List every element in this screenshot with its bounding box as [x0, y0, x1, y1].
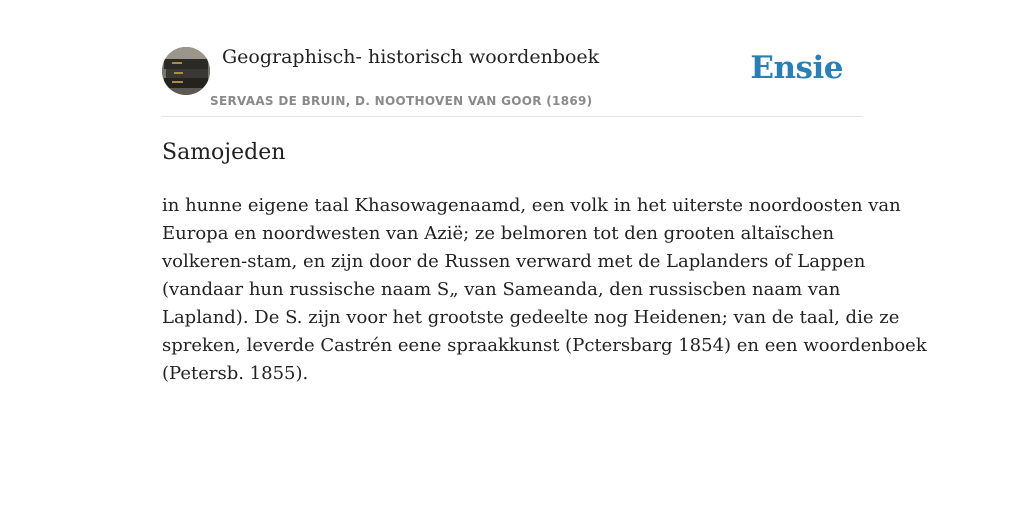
- book-header: [162, 46, 862, 117]
- entry-body-line: Lapland). De S. zijn voor het grootste gedeelte nog Heidenen; van de taal, die ze: [162, 307, 900, 328]
- book-cover-avatar[interactable]: [162, 47, 210, 95]
- book-author-year: SERVAAS DE BRUIN, D. NOOTHOVEN VAN GOOR (1869): [210, 94, 593, 108]
- entry-title: Samojeden: [162, 140, 286, 165]
- entry-body-line: (Petersb. 1855).: [162, 363, 309, 384]
- entry-body-line: (vandaar hun russische naam S„ van Sameanda, den russiscben naam van: [162, 279, 841, 300]
- entry-body-line: Europa en noordwesten van Azië; ze belmoren tot den grooten altaïschen: [162, 223, 835, 244]
- entry-body-line: in hunne eigene taal Khasowagenaamd, een volk in het uiterste noordoosten van: [162, 195, 901, 216]
- book-title[interactable]: Geographisch- historisch woordenboek: [222, 46, 600, 68]
- ensie-logo-link[interactable]: Ensie: [750, 50, 843, 86]
- entry-body-line: volkeren-stam, en zijn door de Russen verward met de Laplanders of Lappen: [162, 251, 866, 272]
- entry-body-line: spreken, leverde Castrén eene spraakkunst (Pctersbarg 1854) en een woordenboek: [162, 335, 927, 356]
- book-cover-thumbnail-icon: [162, 47, 210, 95]
- entry-body: [162, 192, 927, 388]
